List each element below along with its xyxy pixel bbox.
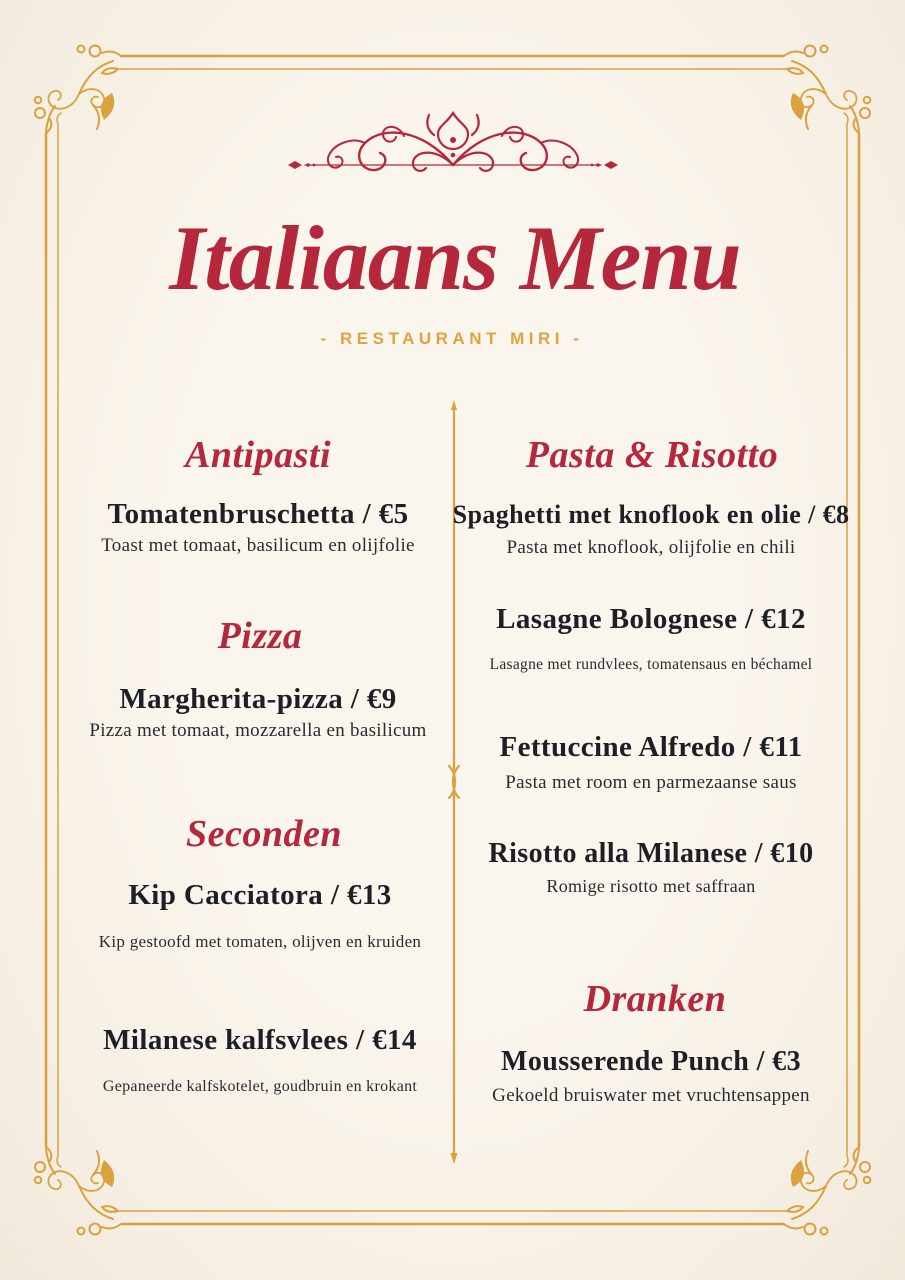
corner-flourish-top-right	[784, 46, 870, 134]
page-title: Italiaans Menu	[169, 207, 741, 309]
section-heading-pasta-risotto: Pasta & Risotto	[525, 434, 779, 476]
menu-item-name: Tomatenbruschetta / €5	[107, 498, 409, 530]
page-subtitle: - RESTAURANT MIRI -	[320, 329, 584, 348]
corner-flourish-bottom-left	[35, 1147, 121, 1235]
menu-item-description: Gekoeld bruiswater met vruchtensappen	[492, 1085, 810, 1106]
menu-item-description: Kip gestoofd met tomaten, olijven en kruiden	[98, 932, 422, 951]
menu-item-name: Kip Cacciatora / €13	[128, 879, 392, 911]
menu-item-description: Pasta met knoflook, olijfolie en chili	[506, 537, 796, 558]
corner-flourish-bottom-right	[784, 1147, 870, 1235]
header-flourish-icon	[283, 103, 623, 203]
section-heading-seconden: Seconden	[186, 813, 342, 855]
corner-flourish-top-left	[35, 46, 121, 134]
menu-item-name: Spaghetti met knoflook en olie / €8	[452, 500, 850, 529]
section-heading-dranken: Dranken	[583, 978, 727, 1020]
menu-item-name: Risotto alla Milanese / €10	[488, 838, 814, 869]
menu-item-description: Gepaneerde kalfskotelet, goudbruin en krokant	[102, 1078, 418, 1095]
section-heading-antipasti: Antipasti	[185, 434, 331, 476]
menu-item-name: Fettuccine Alfredo / €11	[499, 731, 803, 763]
menu-item-description: Romige risotto met saffraan	[546, 876, 756, 896]
menu-item-name: Lasagne Bolognese / €12	[496, 603, 806, 635]
menu-item-name: Margherita-pizza / €9	[119, 683, 397, 715]
menu-item-name: Mousserende Punch / €3	[501, 1046, 801, 1077]
crown-ornament	[427, 113, 478, 157]
menu-item-description: Toast met tomaat, basilicum en olijfolie	[101, 535, 415, 556]
menu-item-description: Lasagne met rundvlees, tomatensaus en béchamel	[489, 656, 813, 673]
section-heading-pizza: Pizza	[217, 615, 303, 657]
menu-item-description: Pizza met tomaat, mozzarella en basilicum	[89, 720, 427, 741]
menu-item-name: Milanese kalfsvlees / €14	[103, 1024, 417, 1056]
menu-item-description: Pasta met room en parmezaanse saus	[505, 772, 797, 793]
